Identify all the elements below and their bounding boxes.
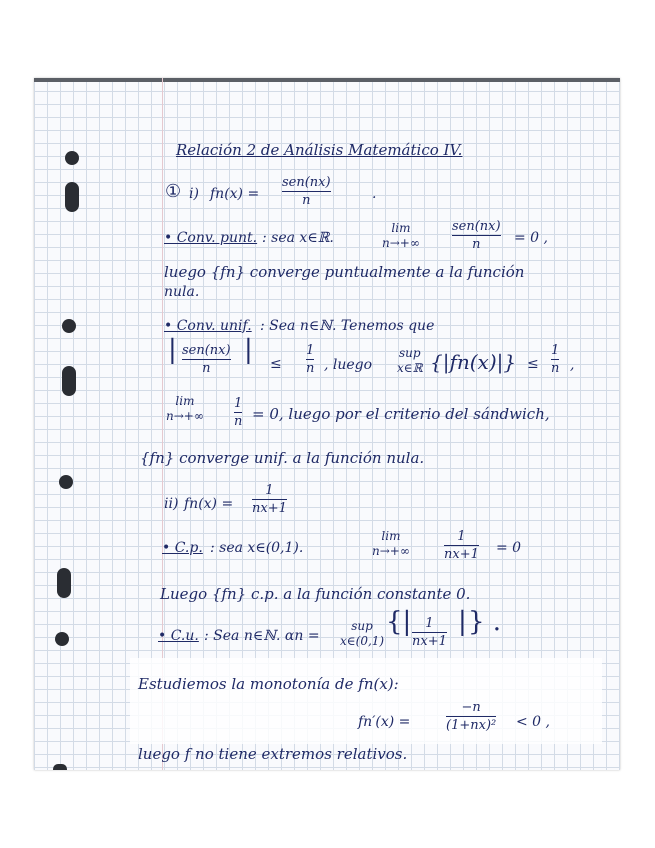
numerator: sen(nx) — [452, 219, 501, 234]
section-label: • Conv. punt. — [164, 230, 258, 246]
numerator: 1 — [306, 343, 315, 358]
function-definition: fn(x) = — [184, 496, 234, 512]
text-line: , luego — [324, 357, 373, 373]
sup-operator — [397, 346, 423, 376]
text-line: = 0, luego por el criterio del sándwich, — [252, 405, 550, 423]
text-line: luego f no tiene extremos relativos. — [138, 745, 408, 763]
denominator: n — [202, 361, 211, 376]
brace-open: {| — [386, 607, 412, 637]
denominator: n — [472, 237, 481, 252]
fraction — [306, 343, 314, 376]
text-line: {fn} converge unif. a la función nula. — [140, 449, 425, 467]
lim-subscript: n→+∞ — [382, 236, 420, 250]
numerator: sen(nx) — [182, 343, 231, 358]
numerator: −n — [461, 700, 481, 715]
numerator: 1 — [457, 529, 466, 544]
denominator: n — [306, 361, 315, 376]
limit-operator — [382, 221, 420, 251]
fraction — [412, 616, 447, 649]
binder-hole — [53, 764, 67, 770]
binder-hole — [65, 151, 79, 165]
fraction — [282, 175, 331, 208]
brace-close: } . — [468, 607, 502, 637]
sup-operator — [340, 619, 384, 649]
section-label: • C.p. — [162, 540, 203, 556]
binder-hole — [55, 632, 69, 646]
sup-label: sup — [351, 619, 373, 633]
fraction — [452, 219, 501, 252]
result: = 0 , — [514, 230, 548, 246]
leq-symbol: ≤ — [527, 356, 539, 372]
notebook-page — [34, 78, 620, 770]
numerator: sen(nx) — [282, 175, 331, 190]
item-label: i) — [189, 186, 199, 202]
period: . — [372, 186, 377, 202]
redacted-area — [130, 658, 602, 744]
derivative: fn′(x) = — [358, 714, 411, 730]
numerator: 1 — [265, 483, 274, 498]
result: = 0 — [496, 540, 522, 556]
fraction — [234, 396, 242, 429]
text-line: : Sea n∈ℕ. Tenemos que — [260, 318, 435, 334]
fraction — [252, 483, 287, 516]
sup-body: {|fn(x)|} — [430, 350, 517, 374]
limit-operator — [372, 529, 410, 559]
lim-label: lim — [391, 221, 411, 235]
abs-bar: | — [458, 607, 467, 637]
limit-operator — [166, 394, 204, 424]
section-label: • Conv. unif. — [164, 318, 252, 334]
fraction — [551, 343, 559, 376]
abs-bar: | — [168, 335, 177, 365]
text-line: : sea x∈ℝ. — [262, 230, 334, 246]
sup-subscript: x∈(0,1) — [340, 634, 385, 648]
text-line: : Sea n∈ℕ. αn = — [204, 628, 320, 644]
comma: , — [570, 357, 575, 373]
text-line: Estudiemos la monotonía de fn(x): — [138, 675, 399, 693]
result: < 0 , — [516, 714, 550, 730]
lim-subscript: n→+∞ — [372, 544, 410, 558]
binder-hole — [62, 366, 76, 396]
denominator: n — [302, 193, 311, 208]
item-label: ii) — [164, 496, 179, 512]
denominator: (1+nx)² — [446, 718, 497, 733]
text-line: : sea x∈(0,1). — [210, 540, 304, 556]
lim-label: lim — [175, 394, 195, 408]
fraction — [182, 343, 231, 376]
denominator: nx+1 — [444, 547, 479, 562]
fraction — [444, 529, 479, 562]
denominator: n — [234, 414, 243, 429]
page-title: Relación 2 de Análisis Matemático IV. — [176, 141, 463, 159]
sup-subscript: x∈ℝ — [397, 361, 423, 375]
denominator: nx+1 — [252, 501, 287, 516]
binder-hole — [59, 475, 73, 489]
lim-label: lim — [381, 529, 401, 543]
text-line: nula. — [164, 284, 200, 300]
fraction — [446, 700, 496, 733]
abs-bar: | — [244, 335, 253, 365]
function-definition: fn(x) = — [210, 186, 260, 202]
leq-symbol: ≤ — [270, 356, 282, 372]
lim-subscript: n→+∞ — [166, 409, 204, 423]
numerator: 1 — [551, 343, 560, 358]
text-line: Luego {fn} c.p. a la función constante 0. — [160, 585, 471, 603]
binder-hole — [57, 568, 71, 598]
sup-label: sup — [399, 346, 421, 360]
text-line: luego {fn} converge puntualmente a la función — [164, 263, 525, 281]
numerator: 1 — [425, 616, 434, 631]
binder-hole — [62, 319, 76, 333]
numerator: 1 — [234, 396, 243, 411]
exercise-number: ① — [165, 181, 182, 202]
section-label: • C.u. — [158, 628, 199, 644]
denominator: n — [551, 361, 560, 376]
binder-hole — [65, 182, 79, 212]
denominator: nx+1 — [412, 634, 447, 649]
